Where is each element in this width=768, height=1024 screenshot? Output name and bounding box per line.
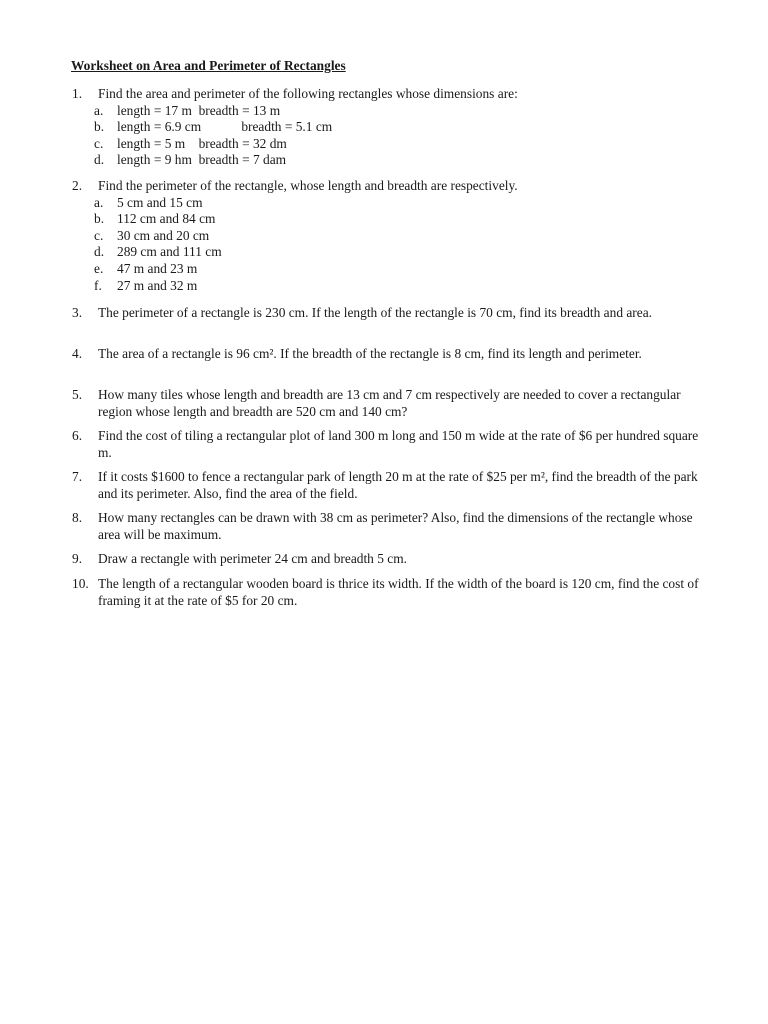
sub-question-letter: b. [94, 119, 105, 135]
sub-question-text: length = 9 hm breadth = 7 dam [117, 152, 287, 168]
sub-question-letter: e. [94, 260, 104, 276]
question-text: How many tiles whose length and breadth are 13 cm and 7 cm respectively are needed to cover a rectangular region whose length and breadth are 520 cm and 140 cm? [98, 387, 681, 419]
sub-question-text: 5 cm and 15 cm [117, 194, 203, 210]
question-5 [72, 387, 712, 420]
sub-question-list [72, 103, 712, 169]
sub-question-letter: f. [94, 277, 102, 293]
question-number: 7. [72, 469, 83, 484]
worksheet-title: Worksheet on Area and Perimeter of Rectangles [71, 58, 346, 73]
question-text: The perimeter of a rectangle is 230 cm. If the length of the rectangle is 70 cm, find its breadth and area. [98, 305, 653, 320]
sub-question-letter: d. [94, 244, 105, 260]
sub-question [94, 136, 712, 153]
sub-question-text: 289 cm and 111 cm [117, 244, 222, 260]
question-text: The area of a rectangle is 96 cm². If the breadth of the rectangle is 8 cm, find its length and perimeter. [98, 346, 642, 361]
sub-question-text: 112 cm and 84 cm [117, 211, 216, 227]
sub-question-list [72, 195, 712, 295]
question-4 [72, 346, 712, 363]
sub-question [94, 211, 712, 228]
sub-question [94, 261, 712, 278]
sub-question [94, 244, 712, 261]
sub-question [94, 228, 712, 245]
sub-question-letter: d. [94, 152, 105, 168]
sub-question-text: length = 17 m breadth = 13 m [117, 102, 281, 118]
sub-question-text: length = 6.9 cm breadth = 5.1 cm [117, 119, 333, 135]
question-text: Find the area and perimeter of the following rectangles whose dimensions are: [98, 86, 518, 101]
question-number: 2. [72, 178, 83, 193]
question-number: 8. [72, 510, 83, 525]
question-text: Draw a rectangle with perimeter 24 cm and breadth 5 cm. [98, 551, 407, 566]
sub-question-text: 47 m and 23 m [117, 260, 198, 276]
sub-question [94, 152, 712, 169]
question-number: 3. [72, 305, 83, 320]
sub-question-text: 30 cm and 20 cm [117, 227, 210, 243]
question-text: The length of a rectangular wooden board is thrice its width. If the width of the board is 120 cm, find the cost of framing it at the rate of $5 for 20 cm. [98, 576, 699, 608]
sub-question [94, 278, 712, 295]
question-2 [72, 178, 712, 294]
question-text: How many rectangles can be drawn with 38 cm as perimeter? Also, find the dimensions of the rectangle whose area will be maximum. [98, 510, 693, 542]
sub-question-text: length = 5 m breadth = 32 dm [117, 135, 287, 151]
question-text: Find the cost of tiling a rectangular plot of land 300 m long and 150 m wide at the rate of $6 per hundred square m. [98, 428, 699, 460]
question-number: 6. [72, 428, 83, 443]
question-3 [72, 305, 712, 322]
question-number: 5. [72, 387, 83, 402]
question-number: 4. [72, 346, 83, 361]
sub-question-letter: b. [94, 211, 105, 227]
question-8 [72, 510, 712, 543]
sub-question [94, 195, 712, 212]
sub-question-text: 27 m and 32 m [117, 277, 198, 293]
question-text: If it costs $1600 to fence a rectangular park of length 20 m at the rate of $25 per m², find the breadth of the park and its perimeter. Also, find the area of the field. [98, 469, 698, 501]
sub-question-letter: a. [94, 194, 104, 210]
question-6 [72, 428, 712, 461]
question-1 [72, 86, 712, 169]
question-number: 10. [72, 576, 89, 591]
question-number: 9. [72, 551, 83, 566]
question-10 [72, 576, 712, 609]
question-9 [72, 551, 712, 568]
question-text: Find the perimeter of the rectangle, whose length and breadth are respectively. [98, 178, 518, 193]
sub-question-letter: a. [94, 102, 104, 118]
sub-question [94, 103, 712, 120]
sub-question [94, 119, 712, 136]
question-7 [72, 469, 712, 502]
sub-question-letter: c. [94, 135, 104, 151]
question-number: 1. [72, 86, 83, 101]
sub-question-letter: c. [94, 227, 104, 243]
